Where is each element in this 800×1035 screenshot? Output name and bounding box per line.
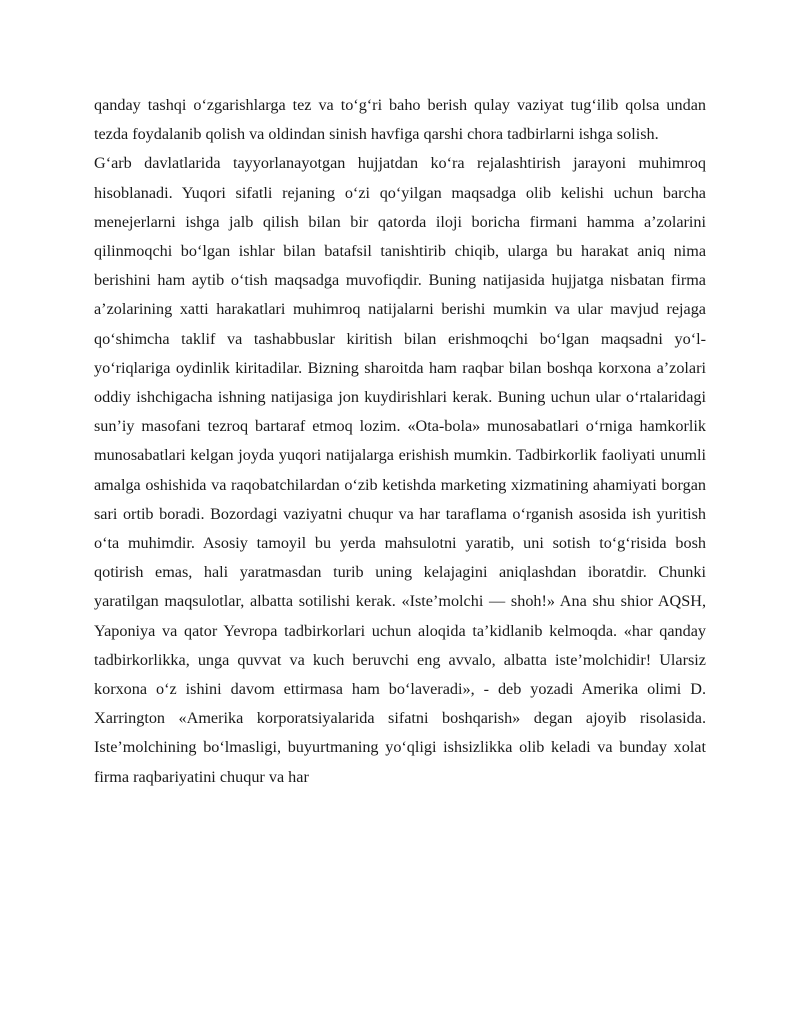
paragraph-continuation: qanday tashqi o‘zgarishlarga tez va to‘g‘ri baho berish qulay vaziyat tug‘ilib qolsa undan tezda foydalanib qolish va oldindan sinish havfiga qarshi chora tadbirlarni ishga solish.: [94, 96, 706, 144]
document-page: [94, 91, 706, 792]
paragraph-main: G‘arb davlatlarida tayyorlanayotgan hujjatdan ko‘ra rejalashtirish jarayoni muhimroq hisoblanadi. Yuqori sifatli rejaning o‘zi qo‘yilgan maqsadga olib kelishi uchun barcha menejerlarni ishga jalb qilish bilan bir qatorda iloji boricha firmani hamma a’zolarini qilinmoqchi bo‘lgan ishlar bilan batafsil tanishtirib chiqib, ularga bu harakat aniq nima berishini ham aytib o‘tish maqsadga muvofiqdir. Buning natijasida hujjatga nisbatan firma a’zolarining xatti harakatlari muhimroq natijalarni berishi mumkin va ular mavjud rejaga qo‘shimcha taklif va tashabbuslar kiritish bilan erishmoqchi bo‘lgan maqsadni yo‘l-yo‘riqlariga oydinlik kiritadilar. Bizning sharoitda ham raqbar bilan boshqa korxona a’zolari oddiy ishchigacha ishning natijasiga jon kuydirishlari kerak. Buning uchun ular o‘rtalaridagi sun’iy masofani tezroq bartaraf etmoq lozim. «Ota-bola» munosabatlari o‘rniga hamkorlik munosabatlari kelgan joyda yuqori natijalarga erishish mumkin. Tadbirkorlik faoliyati unumli amalga oshishida va raqobatchilardan o‘zib ketishda marketing xizmatining ahamiyati borgan sari ortib boradi. Bozordagi vaziyatni chuqur va har taraflama o‘rganish asosida ish yuritish o‘ta muhimdir. Asosiy tamoyil bu yerda mahsulotni yaratib, uni sotish to‘g‘risida bosh qotirish emas, hali yaratmasdan turib uning kelajagini aniqlashdan iboratdir. Chunki yaratilgan maqsulotlar, albatta sotilishi kerak. «Iste’molchi — shoh!» Ana shu shior AQSH, Yaponiya va qator Yevropa tadbirkorlari uchun aloqida ta’kidlanib kelmoqda. «har qanday tadbirkorlikka, unga quvvat va kuch beruvchi eng avvalo, albatta iste’molchidir! Ularsiz korxona o‘z ishini davom ettirmasa ham bo‘laveradi», - deb yozadi Amerika olimi D. Xarrington «Amerika korporatsiyalarida sifatni boshqarish» degan ajoyib risolasida. Iste’molchining bo‘lmasligi, buyurtmaning yo‘qligi ishsizlikka olib keladi va bunday xolat firma raqbariyatini chuqur va har: [94, 154, 706, 786]
